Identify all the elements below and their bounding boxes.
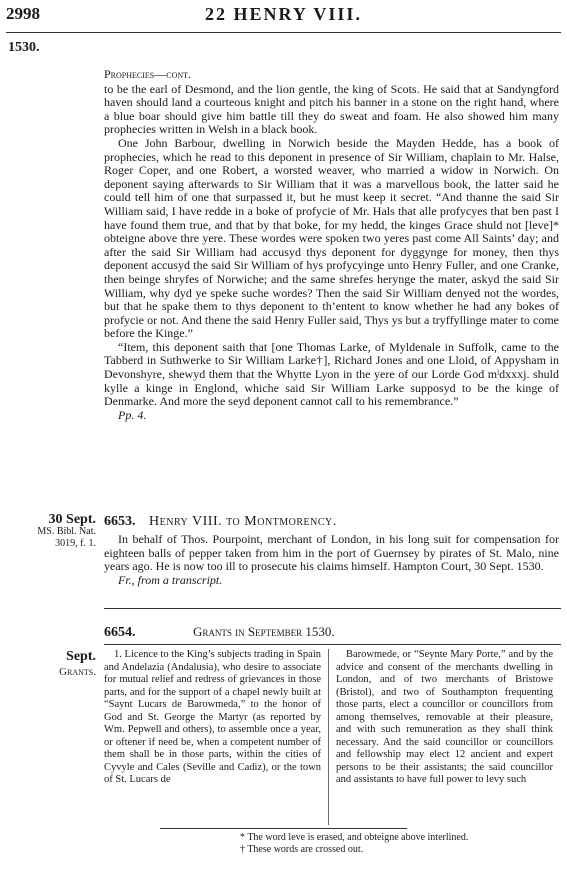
header-rule (6, 32, 561, 33)
paragraph-3: “Item, this deponent saith that [one Thomas Larke, of Myldenale in Suffolk, came to the Tabberd in Suthwerke to Sir William Larke†], Richard Jones and one Lloid, of Appysham in Devonshyre, shewyd them that the Whytte Lyon in the yere of our Lorde God mˡdxxxj. shuld kylle a kinge in Englond, whiche said Sir William Larke supposyd to be the kinge of Denmarke. And more the seyd deponent cannot call to his remembrance.” (104, 339, 559, 409)
sept-label: Sept. (66, 649, 96, 664)
date-label: 30 Sept. (48, 512, 96, 527)
page-number: 2998 (6, 4, 40, 23)
prophecies-section (104, 68, 559, 422)
margin-6654 (8, 651, 104, 678)
grants-label: Grants. (59, 666, 96, 678)
running-title: 22 HENRY VIII. (205, 4, 362, 24)
column-divider (328, 649, 329, 825)
ms-ref-line2: 3019, f. 1. (55, 538, 96, 549)
footnote-2: † These words are crossed out. (240, 844, 364, 855)
grant-1-left: 1. Licence to the King’s subjects trading in Spain and Andelazia (Andalusia), who desire to associate for mutual relief and redress of grievances in those parts, and for the support of a chapel newly built at “Saynt Lucars de Barowmeda,” to the honor of God and St. George the Martyr (as reported by Wm. Pepwell and others), to assemble once a year, or oftener if need be, when a competent number of them shall be in those parts, within the cities of Cyvyle and Cales (Seville and Cadiz), or the town of St. Lucars de (104, 649, 321, 785)
grant-1-right: Barowmede, or “Seynte Mary Porte,” and by the advice and consent of the merchants dwelling in London, and of two merchants of Bristowe (Bristol), and two of Southampton frequenting those parts, elect a councillor or councillors from among themselves, removable at their pleasure, and with such remuneration as they shall think necessary. And the said councillor or councillors and fellowship may elect 12 ancient and expert persons to be their assistants; the said councillor and assistants to have full power to levy such (336, 649, 553, 785)
margin-year (8, 42, 104, 54)
footnote-rule (160, 828, 407, 829)
source-note: Pp. 4. (118, 407, 147, 422)
entry-number: 6654. (104, 625, 136, 640)
year-label: 1530. (8, 40, 40, 55)
entry-6653-heading (104, 514, 559, 530)
margin-6653 (8, 514, 104, 550)
entry-6653-text: In behalf of Thos. Pourpoint, merchant of London, in his long suit for compensation for eighteen balls of pepper taken from him in the port of Guernsey by pirates of St. Malo, nine years ago. He is now too ill to prosecute his claims himself. Hampton Court, 30 Sept. 1530. (104, 532, 559, 574)
entry-caption: Grants in September 1530. (193, 624, 335, 639)
grants-top-rule (104, 644, 561, 645)
entry-6654-heading (104, 624, 559, 641)
running-subhead: Prophecies—cont. (104, 67, 192, 81)
paragraph-1: to be the earl of Desmond, and the lion gentle, the king of Scots. He said that at Sandyngford haven should land a courteous knight and pitch his banner in a stone on the right hand, where a blue boar should give him battle till they do sweat and foam. He also showed him many prophecies written in Welsh in a black book. (104, 81, 559, 137)
grants-column-left (104, 649, 321, 787)
entry-title: Henry VIII. to Montmorency. (149, 514, 337, 529)
paragraph-2: One John Barbour, dwelling in Norwich beside the Mayden Hedde, has a book of prophecies, which he read to this deponent in presence of Sir William, chaplain to Mr. Halse, Roger Coper, and one Robert, a worsted weaver, who married a widow in Norwich. On deponent saying afterwards to Sir William that it was a marvellous book, the latter said he could tell him of one that surpassed it, but he must keep it secret. “And thanne the said Sir William said, I have redde in a boke of profycie of Mr. Hals that alle profycyes that ben past I have found them true, and that by that boke, for my hedd, the kinges Grace shuld not [leve]* obteigne above thre yere. These wordes were spoken two yeres past come All Saints’ day; and after the said Sir William had accusyd thys deponent for dyggynge for money, then thys deponent accusyd the said Sir William of hys profycyinge unto Henry Fuller, and one Cranke, then beinge shryfes of Norwiche; and the same shrefes herynge the mater, askyd the said Sir William, why dyd ye speke suche wordes? Then the said Sir William denyed not the wordes, but that he spake them to thys deponent to th’entent to know whether he had any bokes of profycie or not. And thene the said Henry Fuller said, Thys ys but a tryffyllinge mater to come before the Kinge.” (104, 135, 559, 341)
entry-6653-body (104, 533, 559, 587)
footnote-1: * The word leve is erased, and obteigne above interlined. (240, 832, 469, 843)
page-header (6, 4, 561, 28)
section-rule (104, 608, 561, 609)
ms-ref-line1: MS. Bibl. Nat. (37, 526, 96, 537)
footnotes (240, 832, 560, 856)
entry-number: 6653. (104, 514, 136, 529)
entry-6653-source: Fr., from a transcript. (118, 572, 223, 587)
grants-column-right (336, 649, 553, 787)
